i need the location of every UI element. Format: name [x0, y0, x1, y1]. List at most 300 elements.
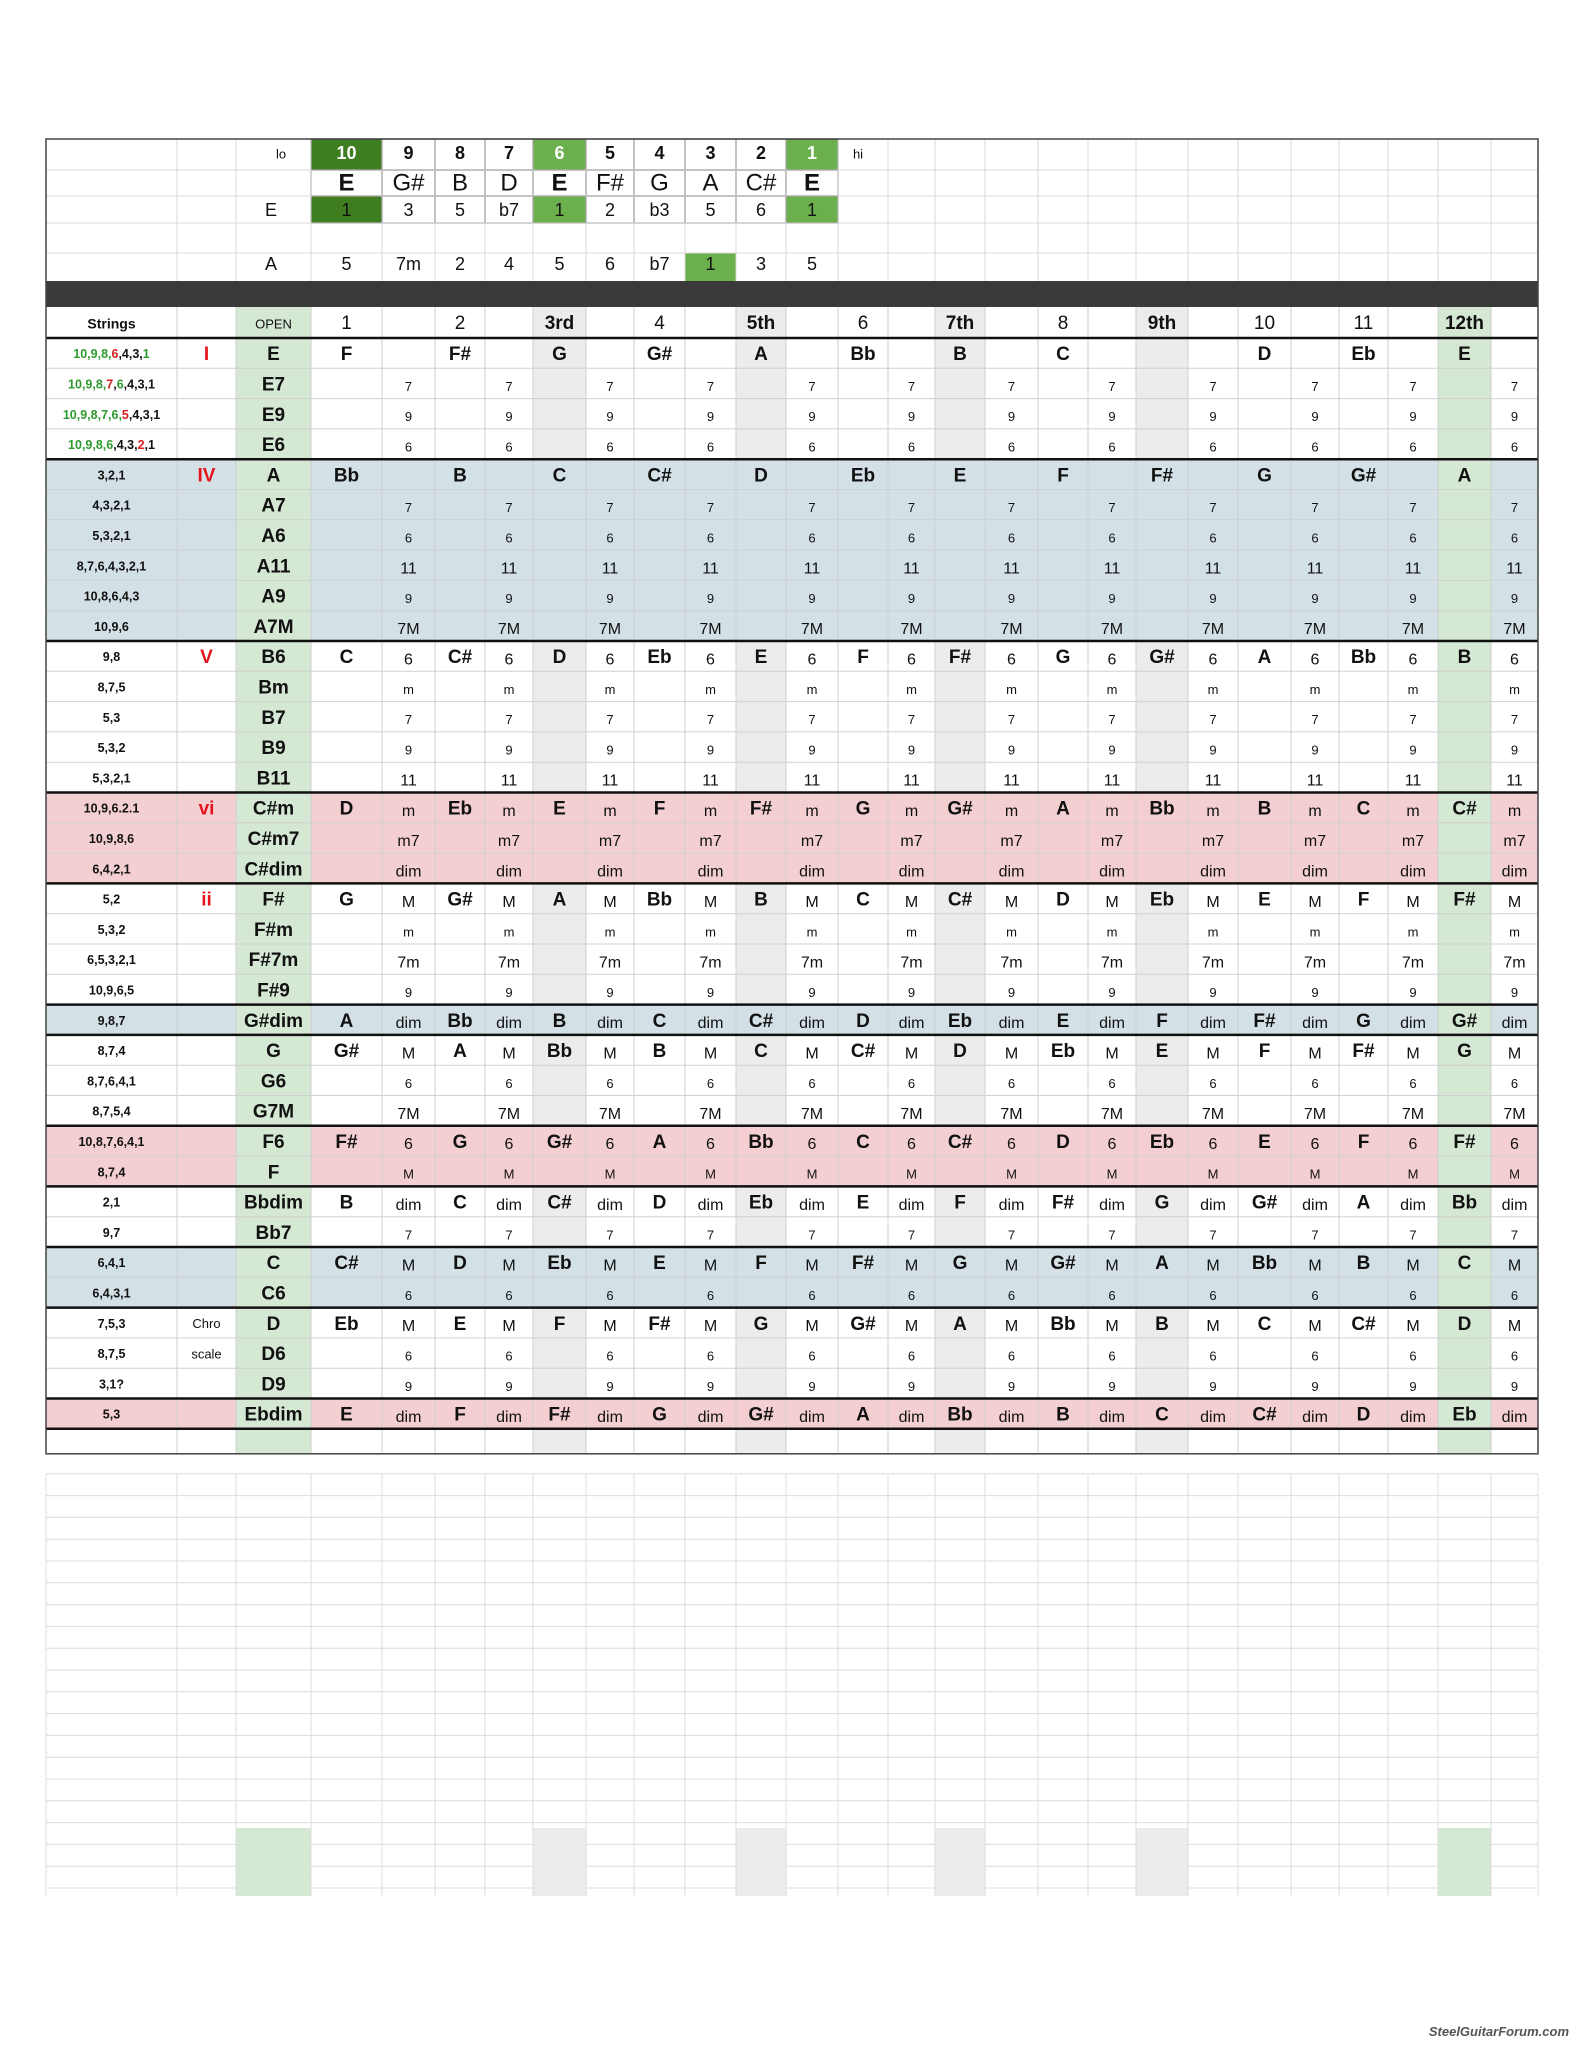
quality-cell: 6: [404, 651, 413, 669]
strings-cell: 3,2,1: [97, 468, 126, 483]
quality-cell: 11: [601, 560, 619, 578]
note-cell: Bb: [646, 889, 673, 911]
quality-cell: m: [1006, 924, 1017, 940]
quality-cell: 6: [808, 1075, 816, 1091]
quality-cell: 11: [702, 772, 719, 790]
a-degree: 3: [755, 253, 767, 274]
quality-cell: 6: [1510, 1075, 1519, 1091]
quality-cell: M: [805, 1317, 819, 1335]
quality-cell: 7M: [1000, 621, 1023, 639]
note-cell: E: [1258, 889, 1271, 911]
note-cell: B: [339, 1192, 354, 1214]
note-cell: E: [953, 465, 967, 487]
position-col-bg: [935, 399, 985, 429]
quality-cell: M: [805, 1257, 819, 1275]
quality-cell: 11: [1003, 560, 1020, 578]
quality-cell: 9: [606, 590, 614, 606]
fret-header: 7th: [945, 313, 975, 335]
roman-numeral: ii: [201, 889, 212, 911]
chord-name: E: [267, 344, 280, 366]
position-col-bg: [533, 974, 586, 1004]
note-cell: G#: [646, 344, 673, 366]
note-cell: C: [1356, 798, 1371, 820]
quality-cell: 6: [1310, 1136, 1320, 1154]
12th-col-bg: [1438, 520, 1491, 550]
roman-numeral: I: [203, 344, 210, 366]
note-cell: G#: [1050, 1253, 1076, 1275]
chord-name: Bbdim: [243, 1192, 304, 1214]
quality-cell: dim: [898, 1014, 925, 1032]
strings-cell: 9,7: [102, 1226, 121, 1241]
quality-cell: 7M: [497, 1105, 521, 1123]
quality-cell: dim: [395, 863, 422, 881]
quality-cell: 7M: [598, 1105, 622, 1123]
quality-cell: 11: [803, 560, 821, 578]
chord-name: A9: [261, 586, 286, 608]
12th-col-bg: [1438, 490, 1491, 520]
quality-cell: 9: [1108, 1378, 1116, 1394]
hi-label: hi: [852, 146, 864, 162]
quality-cell: 7: [606, 378, 614, 394]
quality-cell: dim: [799, 1408, 825, 1426]
quality-cell: 6: [1409, 439, 1417, 455]
chord-name: A6: [261, 525, 286, 547]
position-col-bg: [736, 1217, 786, 1247]
quality-cell: 6: [1311, 530, 1319, 546]
position-col-bg: [736, 1096, 786, 1126]
open-col-bg: [236, 1828, 311, 1896]
note-cell: F#: [1253, 1010, 1276, 1032]
note-cell: D: [754, 465, 768, 487]
watermark: SteelGuitarForum.com: [1428, 2024, 1569, 2039]
chord-name: F#9: [257, 980, 290, 1002]
quality-cell: dim: [1501, 1408, 1528, 1426]
quality-cell: 7m: [1401, 954, 1425, 972]
quality-cell: 9: [1007, 1378, 1016, 1394]
quality-cell: M: [1507, 1317, 1522, 1335]
12th-col-bg: [1438, 853, 1491, 883]
12th-col-bg: [1438, 1156, 1491, 1186]
quality-cell: 11: [400, 560, 417, 578]
quality-cell: m: [1309, 924, 1321, 940]
quality-cell: 7M: [1100, 1105, 1124, 1123]
strings-cell: 6,4,1: [97, 1256, 126, 1271]
note-cell: A: [652, 1131, 667, 1153]
quality-cell: m: [1207, 924, 1219, 940]
strings-cell: 5,2: [102, 892, 121, 907]
quality-cell: 7M: [1303, 1105, 1327, 1123]
quality-cell: 7: [505, 1227, 513, 1243]
note-cell: G: [452, 1131, 468, 1153]
note-cell: C: [1457, 1253, 1472, 1275]
position-col-bg: [1136, 762, 1188, 792]
note-cell: G: [1457, 1041, 1472, 1063]
strings-cell: 6,4,2,1: [92, 862, 131, 877]
quality-cell: M: [502, 893, 516, 911]
note-cell: F: [1156, 1010, 1168, 1032]
quality-cell: 7: [1108, 378, 1116, 394]
strings-cell: 8,7,6,4,3,2,1: [76, 559, 147, 574]
note-cell: C: [453, 1192, 467, 1214]
strings-cell: 7,5,3: [97, 1317, 126, 1332]
quality-cell: dim: [1302, 1196, 1328, 1214]
quality-cell: m: [806, 681, 818, 697]
position-col-bg: [935, 702, 985, 732]
quality-cell: 7M: [598, 621, 622, 639]
quality-cell: M: [1407, 1166, 1419, 1182]
quality-cell: dim: [1200, 1408, 1226, 1426]
a-degree: 2: [454, 253, 466, 274]
quality-cell: 6: [706, 530, 715, 546]
quality-cell: 7: [1209, 378, 1217, 394]
position-col-bg: [935, 671, 985, 701]
fret-header: 6: [857, 313, 869, 335]
position-col-bg: [1136, 732, 1188, 762]
quality-cell: M: [805, 1045, 819, 1063]
quality-cell: dim: [496, 863, 522, 881]
string-number: 9: [403, 142, 414, 163]
note-cell: F: [954, 1192, 966, 1214]
note-cell: E: [754, 647, 768, 669]
quality-cell: 11: [1404, 560, 1422, 578]
quality-cell: m: [503, 681, 515, 697]
position-col-bg: [1136, 399, 1188, 429]
fret-header: 4: [654, 313, 665, 335]
strings-cell: 5,3: [102, 711, 121, 726]
quality-cell: 9: [907, 590, 916, 606]
strings-cell: 8,7,5: [97, 1347, 126, 1362]
a-degree: 5: [806, 253, 818, 274]
12th-col-bg: [1438, 762, 1491, 792]
quality-cell: 7m: [1100, 954, 1124, 972]
quality-cell: 11: [1204, 772, 1222, 790]
strings-cell: 8,7,5,4: [92, 1104, 131, 1119]
note-cell: C#: [1252, 1404, 1277, 1426]
fret-header: 10: [1253, 313, 1276, 335]
quality-cell: 6: [404, 530, 413, 546]
note-cell: F#: [1051, 1192, 1075, 1214]
string-note: A: [702, 169, 719, 197]
quality-cell: 9: [505, 409, 513, 425]
chord-name: F6: [262, 1131, 285, 1153]
quality-cell: m: [1509, 924, 1520, 940]
quality-cell: m7: [699, 833, 722, 851]
note-cell: A: [1155, 1253, 1169, 1275]
quality-cell: M: [1105, 1045, 1119, 1063]
position-col-bg: [935, 1338, 985, 1368]
note-cell: B: [1155, 1313, 1169, 1335]
e-row-label: E: [264, 199, 278, 220]
quality-cell: m7: [1303, 833, 1327, 851]
quality-cell: 9: [1409, 409, 1417, 425]
note-cell: F#: [948, 647, 972, 669]
quality-cell: 7: [404, 712, 413, 728]
quality-cell: 6: [1408, 1136, 1418, 1154]
quality-cell: dim: [998, 1014, 1025, 1032]
quality-cell: M: [904, 1257, 919, 1275]
quality-cell: m: [1308, 802, 1322, 820]
e-degree: b3: [649, 199, 670, 220]
quality-cell: dim: [395, 1014, 422, 1032]
quality-cell: M: [403, 1166, 414, 1182]
note-cell: F: [755, 1253, 767, 1275]
note-cell: Bb: [1251, 1253, 1278, 1275]
quality-cell: M: [1004, 1257, 1019, 1275]
note-cell: Eb: [850, 465, 876, 487]
position-col-bg: [935, 429, 985, 459]
note-cell: C: [1056, 344, 1070, 366]
note-cell: E: [553, 798, 566, 820]
quality-cell: M: [1206, 1317, 1220, 1335]
chord-name: E6: [261, 435, 286, 457]
e-degree: 1: [806, 199, 818, 220]
quality-cell: m: [1309, 681, 1321, 697]
position-col-bg: [736, 1828, 786, 1896]
note-cell: G: [1154, 1192, 1170, 1214]
strings-cell: 10,8,7,6,4,1: [78, 1135, 145, 1150]
note-cell: G#: [850, 1313, 876, 1335]
quality-cell: 7: [808, 500, 816, 516]
quality-cell: 6: [807, 1136, 817, 1154]
quality-cell: 7: [907, 1227, 916, 1243]
position-col-bg: [1136, 974, 1188, 1004]
quality-cell: 6: [1209, 530, 1217, 546]
quality-cell: m7: [1000, 833, 1023, 851]
quality-cell: dim: [496, 1408, 522, 1426]
chord-name: F: [267, 1162, 280, 1184]
note-cell: A: [1056, 798, 1070, 820]
strings-cell: 3,1?: [98, 1377, 125, 1392]
quality-cell: 6: [606, 1075, 614, 1091]
quality-cell: dim: [597, 1014, 623, 1032]
strings-cell: 5,3,2: [97, 741, 126, 756]
quality-cell: M: [705, 1166, 716, 1182]
quality-cell: 9: [404, 409, 413, 425]
quality-cell: 6: [1208, 1136, 1218, 1154]
quality-cell: M: [806, 1166, 818, 1182]
note-cell: D: [552, 647, 567, 669]
fret-header: 3rd: [544, 313, 575, 335]
position-col-bg: [1136, 1338, 1188, 1368]
position-col-bg: [736, 974, 786, 1004]
quality-cell: 6: [706, 1075, 715, 1091]
quality-cell: m: [403, 924, 414, 940]
quality-cell: 7: [1409, 1227, 1417, 1243]
quality-cell: 7M: [900, 621, 923, 639]
position-col-bg: [1136, 1065, 1188, 1095]
note-cell: D: [453, 1253, 467, 1275]
quality-cell: M: [904, 1317, 919, 1335]
quality-cell: 6: [808, 1287, 816, 1303]
quality-cell: 11: [601, 772, 619, 790]
quality-cell: dim: [898, 1196, 925, 1214]
quality-cell: M: [1105, 1257, 1119, 1275]
quality-cell: 9: [606, 409, 614, 425]
chord-name: F#: [262, 889, 285, 911]
strings-cell: 9,8,7: [97, 1014, 126, 1029]
strings-cell: 10,9,8,6,4,3,1: [73, 347, 150, 362]
note-text: scale: [191, 1346, 222, 1362]
note-cell: C: [856, 1131, 870, 1153]
quality-cell: 7M: [1401, 1105, 1425, 1123]
quality-cell: 6: [808, 439, 816, 455]
quality-cell: 9: [808, 409, 816, 425]
note-cell: Bb: [850, 344, 876, 366]
quality-cell: M: [703, 1257, 718, 1275]
quality-cell: 7m: [1201, 954, 1225, 972]
note-cell: Bb: [447, 1010, 473, 1032]
quality-cell: M: [401, 1317, 416, 1335]
note-cell: C: [652, 1010, 667, 1032]
quality-cell: m: [401, 802, 416, 820]
quality-cell: 11: [1306, 560, 1324, 578]
note-cell: E: [653, 1253, 666, 1275]
quality-cell: M: [1308, 1045, 1322, 1063]
note-cell: Bb: [1451, 1192, 1478, 1214]
chord-name: B7: [261, 707, 286, 729]
quality-cell: 7m: [1303, 954, 1327, 972]
note-cell: G#: [546, 1131, 573, 1153]
note-cell: B: [1056, 1404, 1070, 1426]
quality-cell: 9: [505, 1378, 513, 1394]
position-col-bg: [533, 1338, 586, 1368]
note-cell: F#: [1352, 1041, 1375, 1063]
e-degree: 6: [755, 199, 767, 220]
note-cell: G: [952, 1253, 968, 1275]
quality-cell: M: [1004, 1317, 1019, 1335]
quality-cell: 9: [1108, 409, 1116, 425]
quality-cell: M: [1206, 893, 1220, 911]
quality-cell: 7: [606, 712, 614, 728]
fret-header: 1: [341, 313, 352, 335]
quality-cell: M: [1206, 1045, 1220, 1063]
note-cell: A: [1457, 465, 1472, 487]
quality-cell: m: [1509, 681, 1520, 697]
chord-name: Bb7: [255, 1222, 292, 1244]
quality-cell: M: [703, 893, 718, 911]
chord-name: C#m: [252, 798, 295, 820]
quality-cell: 9: [606, 984, 614, 1000]
note-cell: F#: [1453, 1131, 1476, 1153]
12th-col-bg: [1438, 1277, 1491, 1307]
chord-name: G: [266, 1041, 281, 1063]
quality-cell: 7: [907, 378, 916, 394]
e-degree: 2: [604, 199, 616, 220]
string-number: 6: [554, 142, 565, 163]
quality-cell: 7: [1108, 1227, 1116, 1243]
quality-cell: dim: [697, 1408, 724, 1426]
quality-cell: dim: [697, 863, 724, 881]
quality-cell: 9: [706, 590, 715, 606]
note-cell: G: [1356, 1010, 1371, 1032]
quality-cell: 9: [404, 984, 413, 1000]
quality-cell: M: [1308, 1317, 1322, 1335]
12th-col-bg: [1438, 702, 1491, 732]
position-col-bg: [1136, 429, 1188, 459]
chord-name: D6: [261, 1344, 286, 1366]
quality-cell: 9: [808, 984, 816, 1000]
e-degree: 3: [403, 199, 414, 220]
quality-cell: M: [1206, 1257, 1220, 1275]
quality-cell: 6: [1510, 1287, 1519, 1303]
position-col-bg: [935, 914, 985, 944]
chord-name: B6: [261, 647, 286, 669]
note-cell: G#: [333, 1041, 360, 1063]
note-cell: B: [754, 889, 768, 911]
quality-cell: 6: [505, 439, 513, 455]
quality-cell: 6: [1310, 651, 1320, 669]
quality-cell: 7M: [800, 1105, 824, 1123]
quality-cell: 9: [606, 742, 614, 758]
quality-cell: 7m: [800, 954, 824, 972]
quality-cell: 11: [1404, 772, 1422, 790]
chord-name: B11: [256, 768, 291, 790]
quality-cell: 11: [702, 560, 719, 578]
strings-cell: 8,7,5: [97, 680, 126, 695]
roman-numeral: vi: [198, 798, 215, 820]
quality-cell: 6: [1409, 530, 1417, 546]
quality-cell: 6: [606, 1348, 614, 1364]
note-cell: C: [1257, 1313, 1272, 1335]
note-cell: Eb: [947, 1010, 973, 1032]
quality-cell: 7: [1108, 500, 1116, 516]
note-cell: D: [652, 1192, 667, 1214]
quality-cell: 9: [706, 1378, 715, 1394]
string-number: 5: [604, 142, 616, 163]
quality-cell: 9: [606, 1378, 614, 1394]
quality-cell: 7M: [699, 1105, 722, 1123]
note-cell: D: [856, 1010, 870, 1032]
note-cell: A: [552, 889, 567, 911]
quality-cell: 6: [907, 1075, 916, 1091]
quality-cell: 9: [907, 742, 916, 758]
quality-cell: 7m: [1503, 954, 1526, 972]
note-cell: D: [1056, 889, 1070, 911]
note-cell: G: [552, 344, 567, 366]
quality-cell: 6: [505, 1348, 513, 1364]
quality-cell: 9: [1108, 590, 1116, 606]
quality-cell: 7: [1510, 500, 1519, 516]
quality-cell: m: [904, 802, 919, 820]
position-col-bg: [533, 1065, 586, 1095]
quality-cell: M: [1004, 893, 1019, 911]
note-cell: A: [453, 1041, 467, 1063]
quality-cell: 6: [1007, 1287, 1016, 1303]
quality-cell: dim: [597, 863, 623, 881]
note-cell: G#: [1251, 1192, 1278, 1214]
note-cell: B: [652, 1041, 667, 1063]
strings-cell: 6,5,3,2,1: [87, 953, 136, 968]
quality-cell: 9: [505, 742, 513, 758]
quality-cell: dim: [597, 1196, 623, 1214]
quality-cell: 7m: [397, 954, 420, 972]
quality-cell: m: [604, 681, 616, 697]
quality-cell: 6: [404, 1136, 413, 1154]
quality-cell: 7: [404, 378, 413, 394]
quality-cell: M: [1406, 1045, 1420, 1063]
position-col-bg: [1136, 1429, 1188, 1454]
quality-cell: dim: [898, 1408, 925, 1426]
12th-col-bg: [1438, 974, 1491, 1004]
chord-name: C: [266, 1253, 281, 1275]
quality-cell: 7M: [699, 621, 722, 639]
note-cell: B: [552, 1010, 567, 1032]
note-cell: Bb: [333, 465, 360, 487]
quality-cell: m: [906, 681, 917, 697]
quality-cell: 9: [1409, 1378, 1417, 1394]
position-col-bg: [533, 429, 586, 459]
position-col-bg: [533, 1217, 586, 1247]
